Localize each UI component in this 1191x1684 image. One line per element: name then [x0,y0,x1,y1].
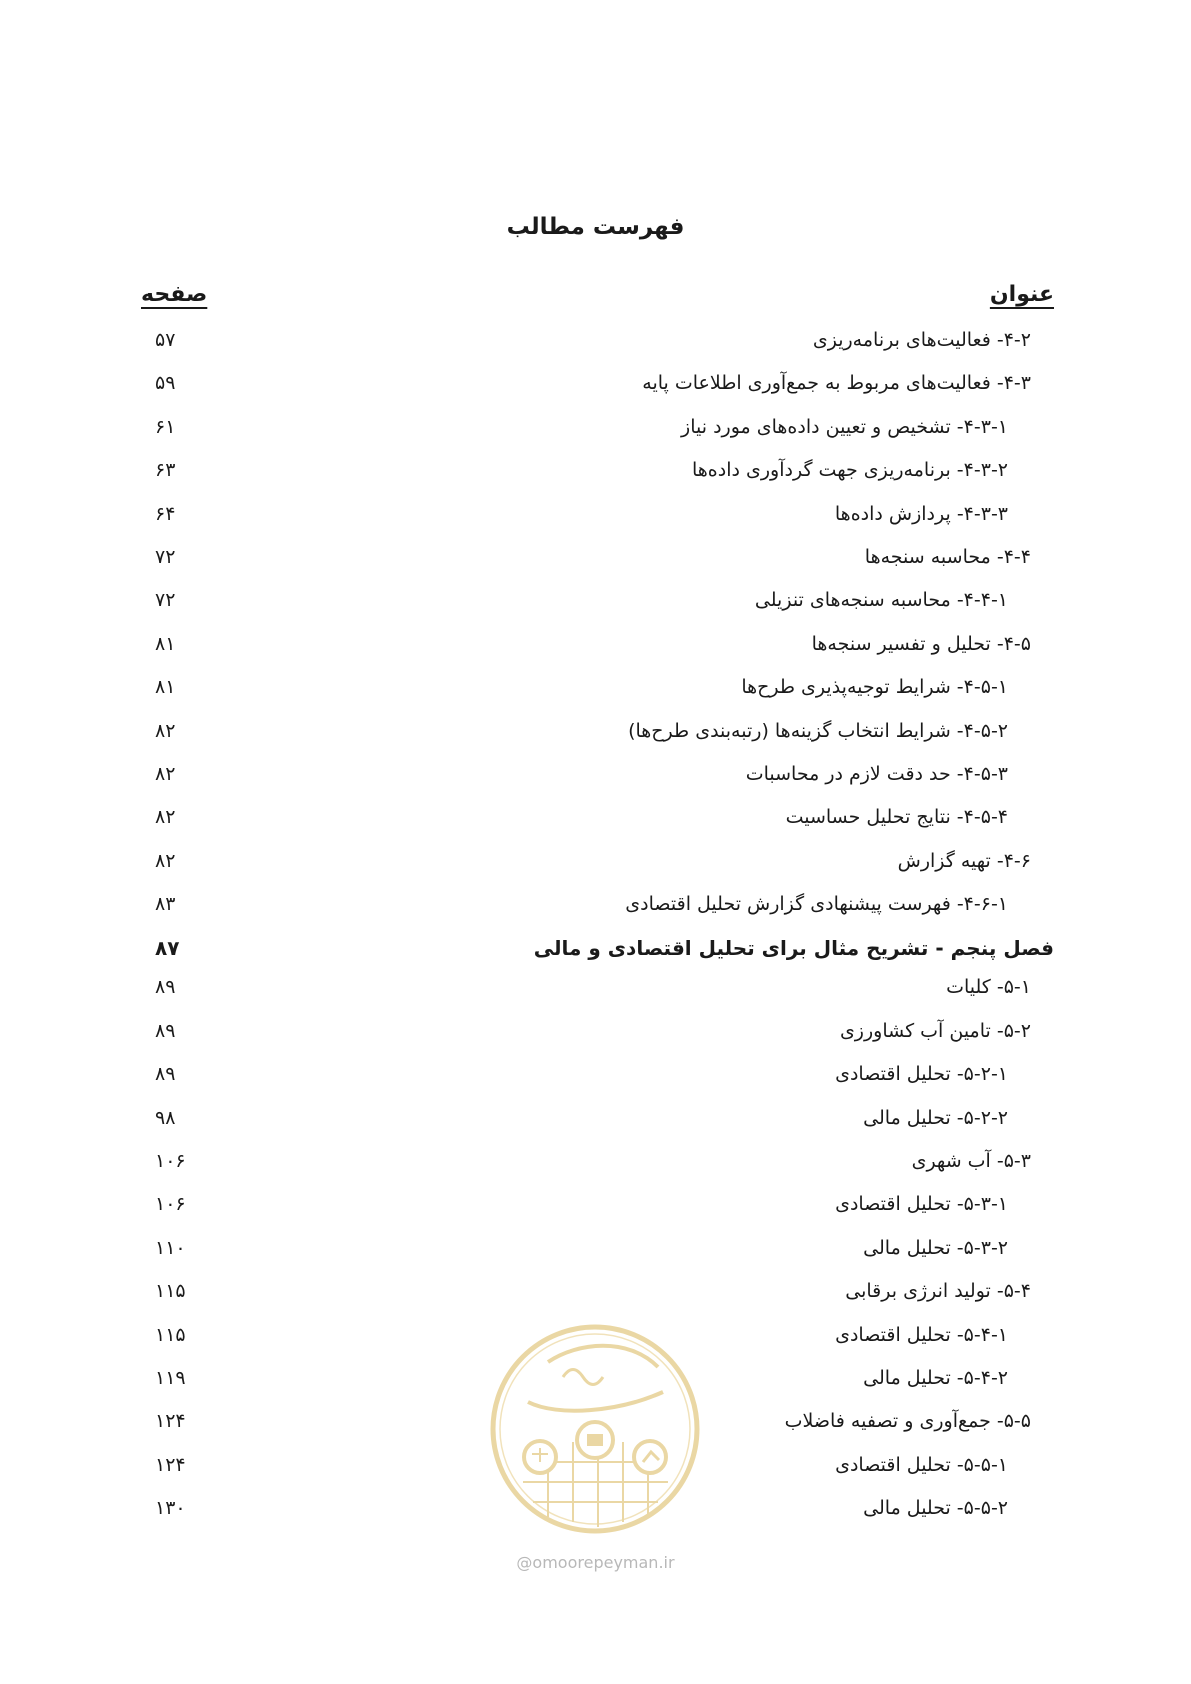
toc-page-number: ۱۳۰ [155,1497,186,1520]
toc-row[interactable] [0,629,1191,672]
title-column-header: عنوان [989,282,1054,307]
toc-entry-title: ۴-۴- محاسبه سنجه‌ها [864,545,1031,568]
toc-page-number: ۸۳ [155,893,176,916]
toc-entry-title: ۵-۲-۲- تحلیل مالی [863,1106,1008,1129]
toc-page-number: ۸۹ [155,1063,176,1086]
toc-page-number: ۸۲ [155,849,176,872]
toc-entry-title: ۵-۴-۱- تحلیل اقتصادی [835,1323,1008,1346]
toc-entry-title: ۴-۶- تهیه گزارش [897,849,1031,872]
page-title: فهرست مطالب [506,214,685,240]
page-column-header: صفحه [141,282,208,307]
toc-page-number: ۸۲ [155,806,176,829]
toc-page-number: ۸۱ [155,632,176,655]
toc-row[interactable] [0,585,1191,628]
toc-page-number: ۷۲ [155,545,176,568]
toc-page-number: ۱۱۹ [155,1366,186,1389]
toc-page-number: ۱۱۰ [155,1236,186,1259]
toc-entry-title: ۴-۵-۱- شرایط توجیه‌پذیری طرح‌ها [741,676,1008,699]
toc-page-number: ۸۲ [155,762,176,785]
toc-entry-title: ۵-۵-۱- تحلیل اقتصادی [835,1453,1008,1476]
toc-entry-title: ۴-۵-۴- نتایج تحلیل حساسیت [785,806,1008,829]
toc-row[interactable] [0,1189,1191,1232]
toc-page-number: ۶۱ [155,415,176,438]
watermark-url: @omoorepeyman.ir [516,1553,675,1572]
toc-page-number: ۵۷ [155,329,176,351]
toc-page-number: ۱۱۵ [155,1280,186,1303]
toc-row[interactable] [0,499,1191,542]
toc-row[interactable] [0,846,1191,889]
toc-entry-title: ۴-۴-۱- محاسبه سنجه‌های تنزیلی [754,589,1008,612]
toc-page-number: ۷۲ [155,589,176,612]
toc-entry-title: ۵-۵-۲- تحلیل مالی [863,1497,1008,1520]
toc-entry-title: ۴-۳- فعالیت‌های مربوط به جمع‌آوری اطلاعات پایه [642,372,1031,395]
toc-page-number: ۱۲۴ [155,1453,186,1476]
toc-entry-title: ۵-۳-۲- تحلیل مالی [863,1236,1008,1259]
toc-page-number: ۸۹ [155,976,176,999]
watermark-logo-icon [488,1322,702,1536]
toc-page-number: ۱۲۴ [155,1410,186,1433]
toc-row[interactable] [0,1233,1191,1276]
toc-entry-title: ۴-۳-۱- تشخیص و تعیین داده‌های مورد نیاز [681,415,1008,438]
toc-row[interactable] [0,716,1191,759]
toc-entry-title: ۴-۵- تحلیل و تفسیر سنجه‌ها [811,632,1031,655]
toc-entry-title: ۴-۵-۳- حد دقت لازم در محاسبات [745,762,1008,785]
toc-row[interactable] [0,542,1191,585]
toc-page-number: ۶۳ [155,459,176,482]
toc-chapter-row[interactable] [0,932,1191,972]
toc-row[interactable] [0,672,1191,715]
toc-entry-title: ۵-۲- تامین آب کشاورزی [839,1019,1031,1042]
toc-row[interactable] [0,1016,1191,1059]
watermark-site-text: omoorepeyman.ir [532,1553,675,1572]
toc-entry-title: ۵-۳- آب شهری [911,1150,1031,1173]
toc-page-number: ۶۴ [155,502,176,525]
toc-row[interactable] [0,889,1191,932]
toc-entry-title: ۵-۴- تولید انرژی برقابی [845,1280,1031,1303]
toc-row[interactable] [0,1103,1191,1146]
toc-page-number: ۱۰۶ [155,1150,186,1173]
toc-entry-title: ۵-۴-۲- تحلیل مالی [863,1366,1008,1389]
toc-entry-title: فصل پنجم - تشریح مثال برای تحلیل اقتصادی و مالی [533,936,1054,961]
toc-page-number: ۱۰۶ [155,1193,186,1216]
toc-row[interactable] [0,412,1191,455]
toc-page-number: ۸۱ [155,676,176,699]
toc-row[interactable] [0,1276,1191,1319]
toc-entry-title: ۴-۳-۲- برنامه‌ریزی جهت گردآوری داده‌ها [692,459,1008,482]
toc-entry-title: ۵-۵- جمع‌آوری و تصفیه فاضلاب [784,1410,1031,1433]
toc-page-number: ۸۹ [155,1019,176,1042]
toc-page-number: ۹۸ [155,1106,176,1129]
toc-page-number: ۸۷ [155,936,180,961]
toc-row[interactable] [0,325,1191,368]
toc-row[interactable] [0,802,1191,845]
toc-entry-title: ۵-۲-۱- تحلیل اقتصادی [835,1063,1008,1086]
toc-row[interactable] [0,455,1191,498]
toc-entry-title: ۴-۳-۳- پردازش داده‌ها [834,502,1008,525]
toc-entry-title: ۴-۶-۱- فهرست پیشنهادی گزارش تحلیل اقتصادی [625,893,1008,916]
toc-row[interactable] [0,368,1191,411]
toc-row[interactable] [0,972,1191,1015]
toc-row[interactable] [0,759,1191,802]
toc-row[interactable] [0,1059,1191,1102]
toc-page-number: ۵۹ [155,372,176,395]
toc-row[interactable] [0,1146,1191,1189]
toc-page-number: ۸۲ [155,719,176,742]
toc-page-number: ۱۱۵ [155,1323,186,1346]
toc-entry-title: ۵-۱- کلیات [946,976,1031,999]
toc-entry-title: ۴-۲- فعالیت‌های برنامه‌ریزی [812,329,1031,351]
toc-entry-title: ۵-۳-۱- تحلیل اقتصادی [835,1193,1008,1216]
toc-entry-title: ۴-۵-۲- شرایط انتخاب گزینه‌ها (رتبه‌بندی طرح‌ها) [628,719,1008,742]
